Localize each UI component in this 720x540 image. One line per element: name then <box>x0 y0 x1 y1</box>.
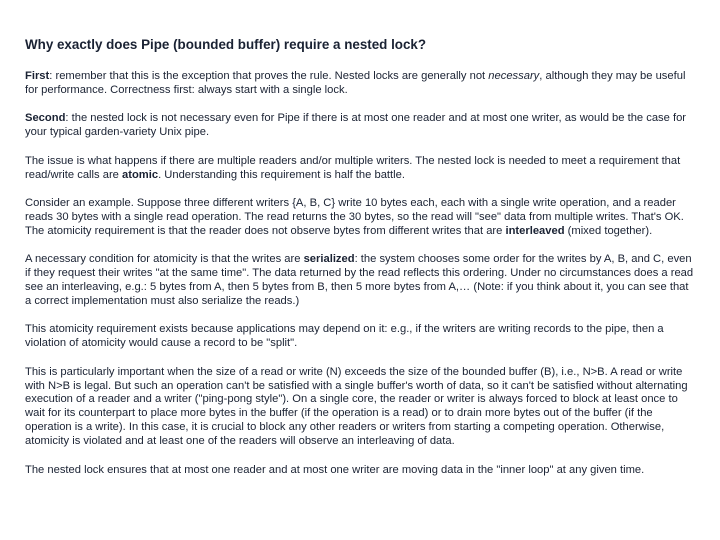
term-serialized: serialized <box>303 253 355 266</box>
paragraph-second <box>25 112 697 140</box>
paragraph-text: This atomicity requirement exists because applications may depend on it: e.g., if the writers are writing records to the pipe, then a violation of atomicity would cause a record to be "split". <box>25 323 664 350</box>
paragraph-important <box>25 366 697 449</box>
paragraph-text: . Understanding this requirement is half the battle. <box>158 168 405 181</box>
paragraph-ensures <box>25 464 697 478</box>
term-interleaved: interleaved <box>505 224 565 237</box>
paragraph-text: A necessary condition for atomicity is that the writes are <box>25 253 304 266</box>
paragraph-text: This is particularly important when the size of a read or write (N) exceeds the size of the bounded buffer (B), i.e., N>B. A read or write with N>B is legal. But such an operation can't be satisfied with a single buffer's worth of data, so it can't be satisfied without alternating execution of a reader and a writer ("ping-pong style"). On a single core, the reader or writer is always forced to block at least once to wait for its counterpart to place more bytes in the buffer (if the operation is a read) or to drain more bytes out of the buffer (if the operation is a write). In this case, it is crucial to block any other readers or writers from starting a competing operation. Otherwise, atomicity is violated and at least one of the readers will observe an interleaving of data. <box>25 365 688 448</box>
term-atomic: atomic <box>122 168 159 181</box>
paragraph-issue <box>25 155 697 183</box>
lead-first: First <box>25 70 50 82</box>
paragraph-applications <box>25 323 697 351</box>
paragraph-first <box>25 70 697 98</box>
paragraph-text: Consider an example. Suppose three different writers {A, B, C} write 10 bytes each, each with a single write operation, and a reader reads 30 bytes with a single read operation. The read returns the 30 bytes, so the read will "see" data from multiple writes. That's OK. The atomicity requirement is that the reader does not observe bytes from different writes that are <box>25 196 684 237</box>
emphasis-necessary: necessary <box>488 70 540 82</box>
paragraph-text: The nested lock ensures that at most one reader and at most one writer are moving data in the "inner loop" at any given time. <box>25 463 645 476</box>
lead-second: Second <box>25 112 66 125</box>
paragraph-text: : the system chooses some order for the writes by A, B, and C, even if they request their writes "at the same time". The data returned by the read reflects this ordering. Under no circumstances does a read see an interleaving, e.g.: 5 bytes from A, then 5 bytes from B, then 5 more bytes from A,… (Note: if you think about it, you can see that a correct implementation must also serialize the reads.) <box>25 253 694 307</box>
slide-body <box>25 70 697 492</box>
paragraph-condition <box>25 253 697 309</box>
paragraph-example <box>25 197 697 239</box>
paragraph-text: : the nested lock is not necessary even for Pipe if there is at most one reader and at most one writer, as would be the case for your typical garden-variety Unix pipe. <box>25 112 687 139</box>
paragraph-text: , although they may be useful for performance. Correctness first: always start with a single lock. <box>25 70 686 96</box>
paragraph-text: The issue is what happens if there are multiple readers and/or multiple writers. The nested lock is needed to meet a requirement that read/write calls are <box>25 154 681 181</box>
paragraph-text: (mixed together). <box>564 224 653 237</box>
slide-title: Why exactly does Pipe (bounded buffer) require a nested lock? <box>25 37 427 52</box>
paragraph-text: : remember that this is the exception that proves the rule. Nested locks are generally not <box>49 70 489 82</box>
